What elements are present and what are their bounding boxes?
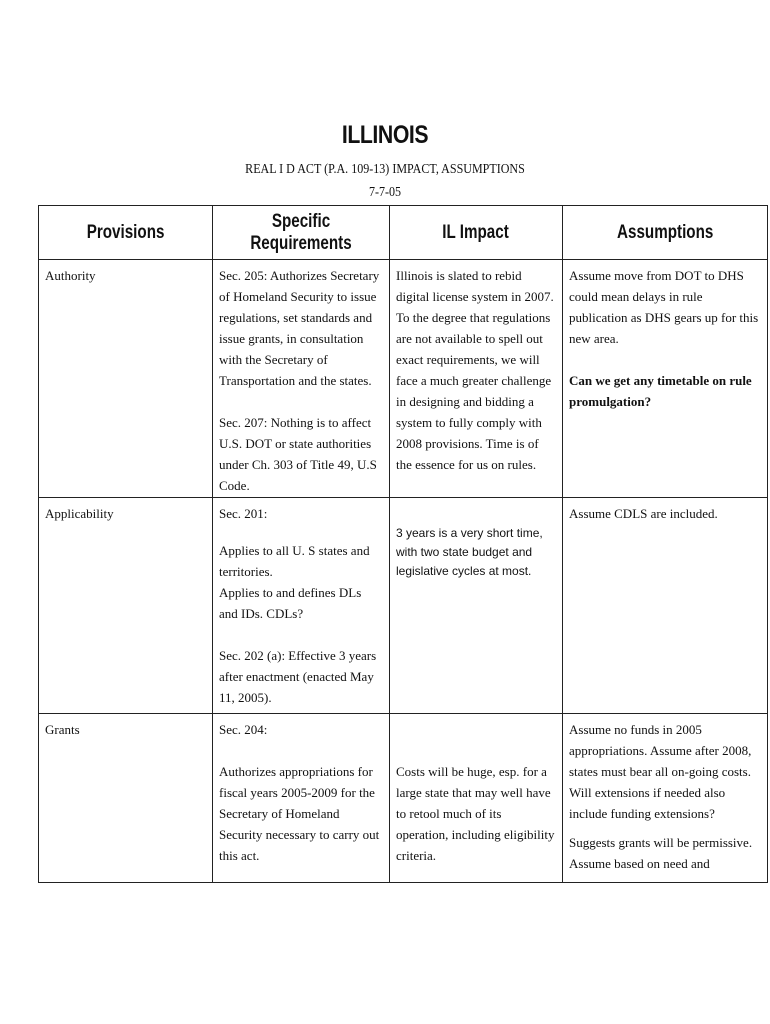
- requirement-text: Sec. 201:: [219, 506, 268, 521]
- requirement-text: Applies to all U. S states and territories.: [219, 543, 370, 579]
- assumption-text: Assume move from DOT to DHS could mean delays in rule publication as DHS gears up for this new area.: [569, 268, 759, 346]
- header-il-impact: IL Impact: [390, 206, 563, 260]
- header-assumptions: Assumptions: [563, 206, 768, 260]
- assumption-text: Assume CDLS are included.: [569, 506, 718, 521]
- assumptions-cell: [563, 498, 768, 714]
- provision-label: Authority: [45, 268, 96, 283]
- requirement-text: Sec. 205: Authorizes Secretary of Homeland Security to issue regulations, set standards and issue grants, in consultation with the Secretary of Transportation and the states.: [219, 268, 380, 388]
- requirements-cell: [213, 498, 390, 714]
- requirement-text: Sec. 202 (a): Effective 3 years after enactment (enacted May 11, 2005).: [219, 648, 377, 705]
- table-row-applicability: [39, 498, 768, 714]
- provision-label: Grants: [45, 722, 80, 737]
- assumptions-cell: [563, 714, 768, 883]
- provision-cell: [39, 714, 213, 883]
- impact-cell: [390, 714, 563, 883]
- requirement-text: Applies to and defines DLs and IDs. CDLs?: [219, 585, 362, 621]
- requirement-text: Sec. 207: Nothing is to affect U.S. DOT or state authorities under Ch. 303 of Title 49, U.S Code.: [219, 415, 377, 493]
- assumption-question: Can we get any timetable on rule promulgation?: [569, 373, 752, 409]
- impact-cell: [390, 498, 563, 714]
- assumption-text: Suggests grants will be permissive. Assume based on need and: [569, 835, 753, 871]
- provision-cell: [39, 260, 213, 498]
- provision-label: Applicability: [45, 506, 114, 521]
- assumptions-cell: [563, 260, 768, 498]
- provision-cell: [39, 498, 213, 714]
- requirement-text: Authorizes appropriations for fiscal years 2005-2009 for the Secretary of Homeland Security necessary to carry out this act.: [219, 764, 380, 863]
- table-row-grants: [39, 714, 768, 883]
- requirement-text: Sec. 204:: [219, 722, 268, 737]
- assumption-text: Assume no funds in 2005 appropriations. Assume after 2008, states must bear all on-going costs. Will extensions if needed also include funding extensions?: [569, 722, 752, 821]
- impact-text: 3 years is a very short time, with two state budget and legislative cycles at most.: [396, 526, 543, 578]
- table-row-authority: [39, 260, 768, 498]
- requirements-cell: [213, 714, 390, 883]
- table-header-row: [39, 206, 768, 260]
- impact-text: Illinois is slated to rebid digital license system in 2007. To the degree that regulations are not available to spell out exact requirements, we will face a much greater challenge in designing and bidding a system to fully comply with 2008 provisions. Time is of the essence for us on rules.: [396, 268, 554, 472]
- requirements-cell: [213, 260, 390, 498]
- impact-table: [38, 205, 768, 883]
- document-title: ILLINOIS: [341, 121, 429, 149]
- header-provisions: Provisions: [39, 206, 213, 260]
- header-specific-requirements: Specific Requirements: [213, 206, 390, 260]
- document-subtitle: REAL I D ACT (P.A. 109-13) IMPACT, ASSUMPTIONS: [245, 162, 525, 177]
- document-date: 7-7-05: [368, 185, 402, 200]
- impact-text: Costs will be huge, esp. for a large state that may well have to retool much of its operation, including eligibility criteria.: [396, 764, 555, 863]
- impact-cell: [390, 260, 563, 498]
